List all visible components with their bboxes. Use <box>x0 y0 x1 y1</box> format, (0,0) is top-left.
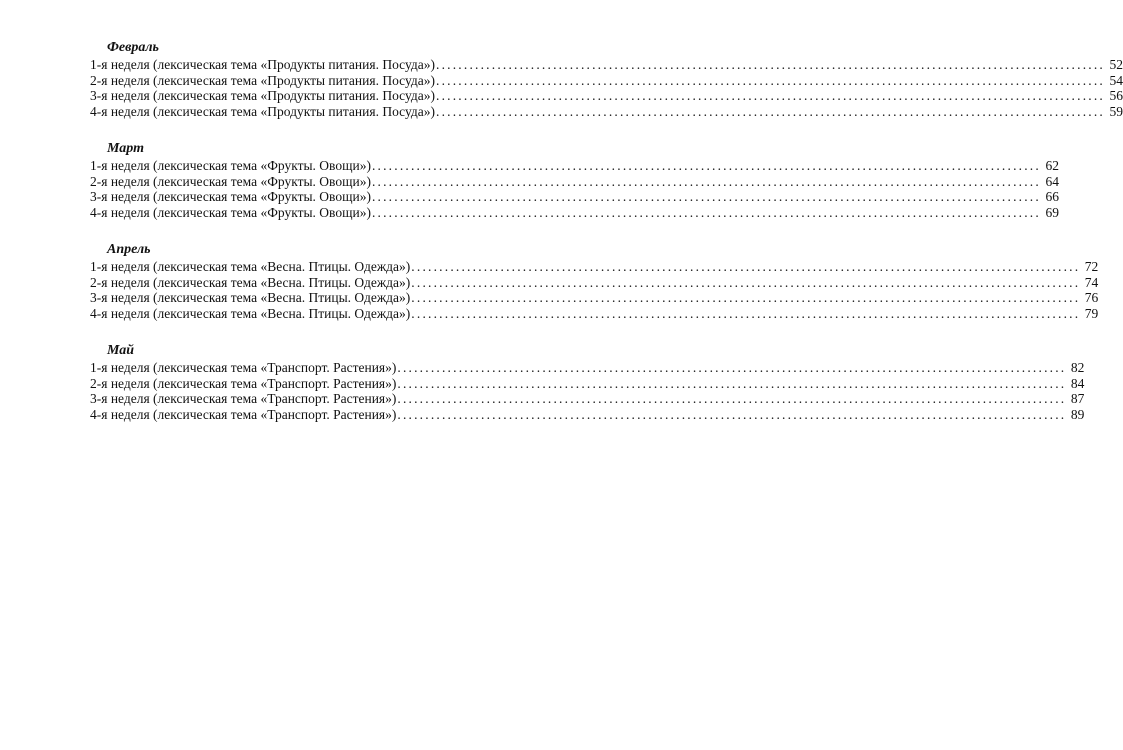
page-number: 56 <box>1109 88 1123 103</box>
entry-text: 3-я неделя (лексическая тема «Весна. Птицы. Одежда») <box>90 290 411 305</box>
section-march <box>90 141 1059 220</box>
entry-text: 3-я неделя (лексическая тема «Фрукты. Овощи») <box>90 189 371 204</box>
dot-leader: ........................................................................................................................ <box>397 391 1067 406</box>
page-number: 69 <box>1045 204 1059 220</box>
toc-entry <box>90 290 1099 306</box>
entry-text: 1-я неделя (лексическая тема «Весна. Птицы. Одежда») <box>90 259 411 274</box>
toc-entry <box>90 259 1099 275</box>
toc-entry <box>90 158 1059 174</box>
dot-leader: ........................................................................................................................ <box>371 158 1041 173</box>
page-number: 74 <box>1084 274 1099 290</box>
page-number: 89 <box>1070 406 1085 422</box>
dot-leader: ........................................................................................................................ <box>436 57 1105 72</box>
dot-leader: ........................................................................................................................ <box>371 204 1041 220</box>
entry-text: 4-я неделя (лексическая тема «Транспорт. Растения») <box>90 406 397 422</box>
dot-leader: ........................................................................................................................ <box>436 103 1105 119</box>
dot-leader: ........................................................................................................................ <box>371 173 1041 189</box>
entry-text: 1-я неделя (лексическая тема «Транспорт. Растения») <box>90 360 397 375</box>
toc-entry <box>90 274 1099 291</box>
dot-leader: ........................................................................................................................ <box>371 189 1041 204</box>
page-number: 87 <box>1070 391 1085 406</box>
entry-text: 4-я неделя (лексическая тема «Фрукты. Овощи») <box>90 204 371 220</box>
toc-entry <box>90 189 1059 205</box>
section-february <box>90 40 1123 119</box>
page-number: 54 <box>1109 72 1123 88</box>
page-number: 84 <box>1070 375 1085 391</box>
entry-text: 2-я неделя (лексическая тема «Фрукты. Овощи») <box>90 173 371 189</box>
toc-entry <box>90 173 1059 190</box>
toc-entry <box>90 375 1085 392</box>
toc-entry <box>90 204 1059 221</box>
page-number: 82 <box>1070 360 1085 375</box>
entry-text: 2-я неделя (лексическая тема «Продукты питания. Посуда») <box>90 72 435 88</box>
page-number: 59 <box>1109 103 1123 119</box>
table-of-contents <box>90 40 1123 444</box>
entry-text: 4-я неделя (лексическая тема «Продукты питания. Посуда») <box>90 103 435 119</box>
section-title: Февраль <box>107 40 159 55</box>
dot-leader: ........................................................................................................................ <box>397 360 1067 375</box>
toc-entry <box>90 391 1085 407</box>
toc-entry <box>90 88 1123 104</box>
section-may <box>90 343 1085 422</box>
page-number: 72 <box>1084 259 1099 274</box>
entry-text: 1-я неделя (лексическая тема «Фрукты. Овощи») <box>90 158 371 173</box>
toc-entry <box>90 103 1123 120</box>
toc-entry <box>90 57 1123 73</box>
dot-leader: ........................................................................................................................ <box>397 375 1067 391</box>
toc-entry <box>90 360 1085 376</box>
toc-entry <box>90 305 1099 322</box>
page-number: 76 <box>1084 290 1099 305</box>
entry-text: 1-я неделя (лексическая тема «Продукты питания. Посуда») <box>90 57 435 72</box>
section-april <box>90 242 1099 321</box>
entry-text: 2-я неделя (лексическая тема «Весна. Птицы. Одежда») <box>90 274 411 290</box>
section-title: Апрель <box>107 242 151 257</box>
page-number: 62 <box>1045 158 1059 173</box>
dot-leader: ........................................................................................................................ <box>411 290 1081 305</box>
page-number: 64 <box>1045 173 1059 189</box>
entry-text: 3-я неделя (лексическая тема «Продукты питания. Посуда») <box>90 88 435 103</box>
entry-text: 3-я неделя (лексическая тема «Транспорт. Растения») <box>90 391 397 406</box>
dot-leader: ........................................................................................................................ <box>411 305 1081 321</box>
section-title: Март <box>107 141 144 156</box>
dot-leader: ........................................................................................................................ <box>436 88 1105 103</box>
dot-leader: ........................................................................................................................ <box>411 259 1081 274</box>
page-number: 66 <box>1045 189 1059 204</box>
section-title: Май <box>107 343 135 358</box>
dot-leader: ........................................................................................................................ <box>397 406 1067 422</box>
dot-leader: ........................................................................................................................ <box>436 72 1105 88</box>
entry-text: 4-я неделя (лексическая тема «Весна. Птицы. Одежда») <box>90 305 411 321</box>
page-number: 52 <box>1109 57 1123 72</box>
toc-entry <box>90 406 1085 423</box>
toc-entry <box>90 72 1123 89</box>
entry-text: 2-я неделя (лексическая тема «Транспорт. Растения») <box>90 375 397 391</box>
page-number: 79 <box>1084 305 1099 321</box>
dot-leader: ........................................................................................................................ <box>411 274 1081 290</box>
